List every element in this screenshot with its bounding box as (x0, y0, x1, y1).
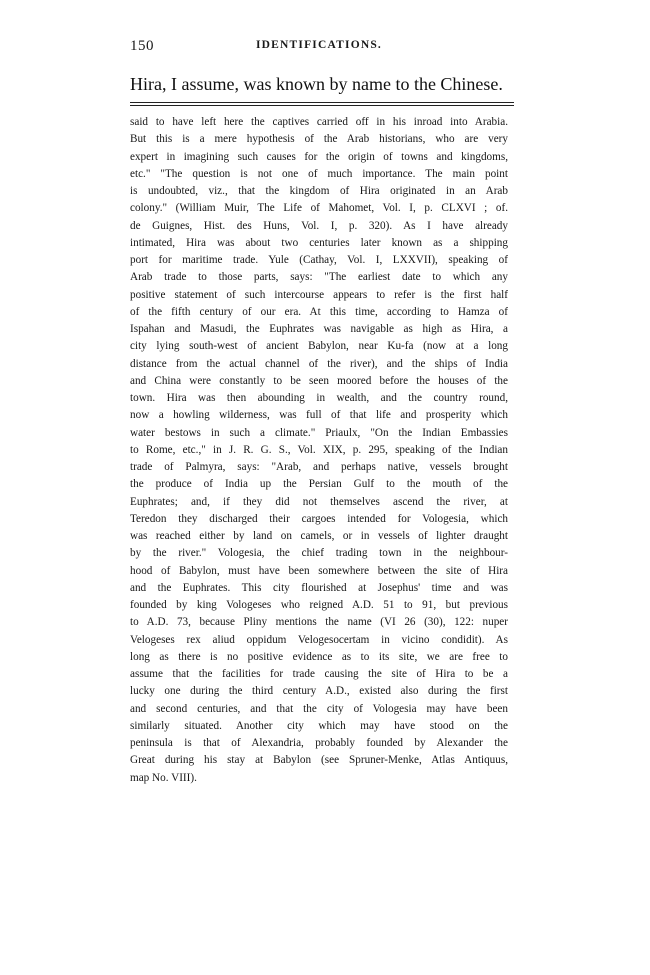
body-line: assume that the facilities for trade causing the site of Hira to be a (130, 668, 508, 680)
body-line: to Rome, etc.," in J. R. G. S., Vol. XIX, p. 295, speaking of the Indian (130, 443, 508, 456)
body-line: Velogeses rex aliud oppidum Velogesocertam in vicino condidit). As (130, 633, 508, 646)
body-line: Great during his stay at Babylon (see Spruner-Menke, Atlas Antiquus, (130, 754, 508, 767)
body-line: to A.D. 73, because Pliny mentions the name (VI 26 (30), 122: nuper (130, 616, 508, 629)
body-line: trade of Palmyra, says: "Arab, and perhaps native, vessels brought (130, 461, 508, 473)
body-line: Teredon they discharged their cargoes intended for Vologesia, which (130, 512, 508, 525)
body-line: said to have left here the captives carried off in his inroad into Arabia. (130, 116, 508, 128)
body-line: now a howling wilderness, was full of that life and prosperity which (130, 409, 508, 422)
body-line: map No. VIII). (130, 771, 197, 784)
body-line: expert in imagining such causes for the origin of towns and kingdoms, (130, 150, 508, 163)
body-line: the produce of India up the Persian Gulf to the mouth of the (130, 478, 508, 491)
body-line: similarly situated. Another city which may have stood on the (130, 719, 508, 732)
body-line: city lying south-west of ancient Babylon, near Ku-fa (now at a long (130, 340, 508, 353)
body-line: intimated, Hira was about two centuries later known as a shipping (130, 236, 508, 249)
body-line: was reached either by land on camels, or in vessels of lighter draught (130, 530, 508, 542)
section-headline: Hira, I assume, was known by name to the Chinese. (130, 74, 503, 94)
body-line: water bestows in such a climate." Priaulx, "On the Indian Embassies (130, 426, 508, 439)
headline-rule (130, 102, 514, 103)
body-text (130, 114, 508, 787)
page-number: 150 (130, 38, 154, 54)
body-line: Ispahan and Masudi, the Euphrates was navigable as high as Hira, a (130, 323, 508, 335)
body-line: hood of Babylon, must have been somewhere between the site of Hira (130, 564, 508, 577)
body-line: town. Hira was then abounding in wealth, and the country round, (130, 392, 508, 404)
running-head (130, 38, 508, 58)
body-line: distance from the actual channel of the river), and the ships of India (130, 357, 508, 370)
body-line: and China were constantly to be seen moored before the houses of the (130, 374, 508, 387)
body-line: Euphrates; and, if they did not themselves ascend the river, at (130, 495, 508, 508)
body-line: long as there is no positive evidence as to its site, we are free to (130, 650, 508, 663)
body-line: is undoubted, viz., that the kingdom of Hira originated in an Arab (130, 185, 508, 197)
body-line: by the river." Vologesia, the chief trading town in the neighbour- (130, 547, 508, 560)
body-line: port for maritime trade. Yule (Cathay, Vol. I, LXXVII), speaking of (130, 254, 508, 266)
body-line: But this is a mere hypothesis of the Arab historians, who are very (130, 133, 508, 146)
body-line: Arab trade to those parts, says: "The earliest date to which any (130, 271, 508, 284)
body-line: colony." (William Muir, The Life of Mahomet, Vol. I, p. CLXVI ; of. (130, 202, 508, 215)
body-line: de Guignes, Hist. des Huns, Vol. I, p. 320). As I have already (130, 219, 508, 232)
body-line: etc." "The question is not one of much importance. The main point (130, 167, 508, 180)
headline-rule-secondary (130, 105, 514, 106)
body-line: lucky one during the third century A.D., existed also during the first (130, 685, 508, 698)
body-line: founded by king Vologeses who reigned A.D. 51 to 91, but previous (130, 599, 508, 611)
body-line: peninsula is that of Alexandria, probably founded by Alexander the (130, 737, 508, 749)
body-line: positive statement of such intercourse appears to refer is the first half (130, 288, 508, 301)
body-line: and the Euphrates. This city flourished at Josephus' time and was (130, 581, 508, 594)
body-line: and second centuries, and that the city of Vologesia may have been (130, 702, 508, 715)
body-line: of the fifth century of our era. At this time, according to Hamza of (130, 305, 508, 318)
running-title: IDENTIFICATIONS. (255, 39, 383, 51)
